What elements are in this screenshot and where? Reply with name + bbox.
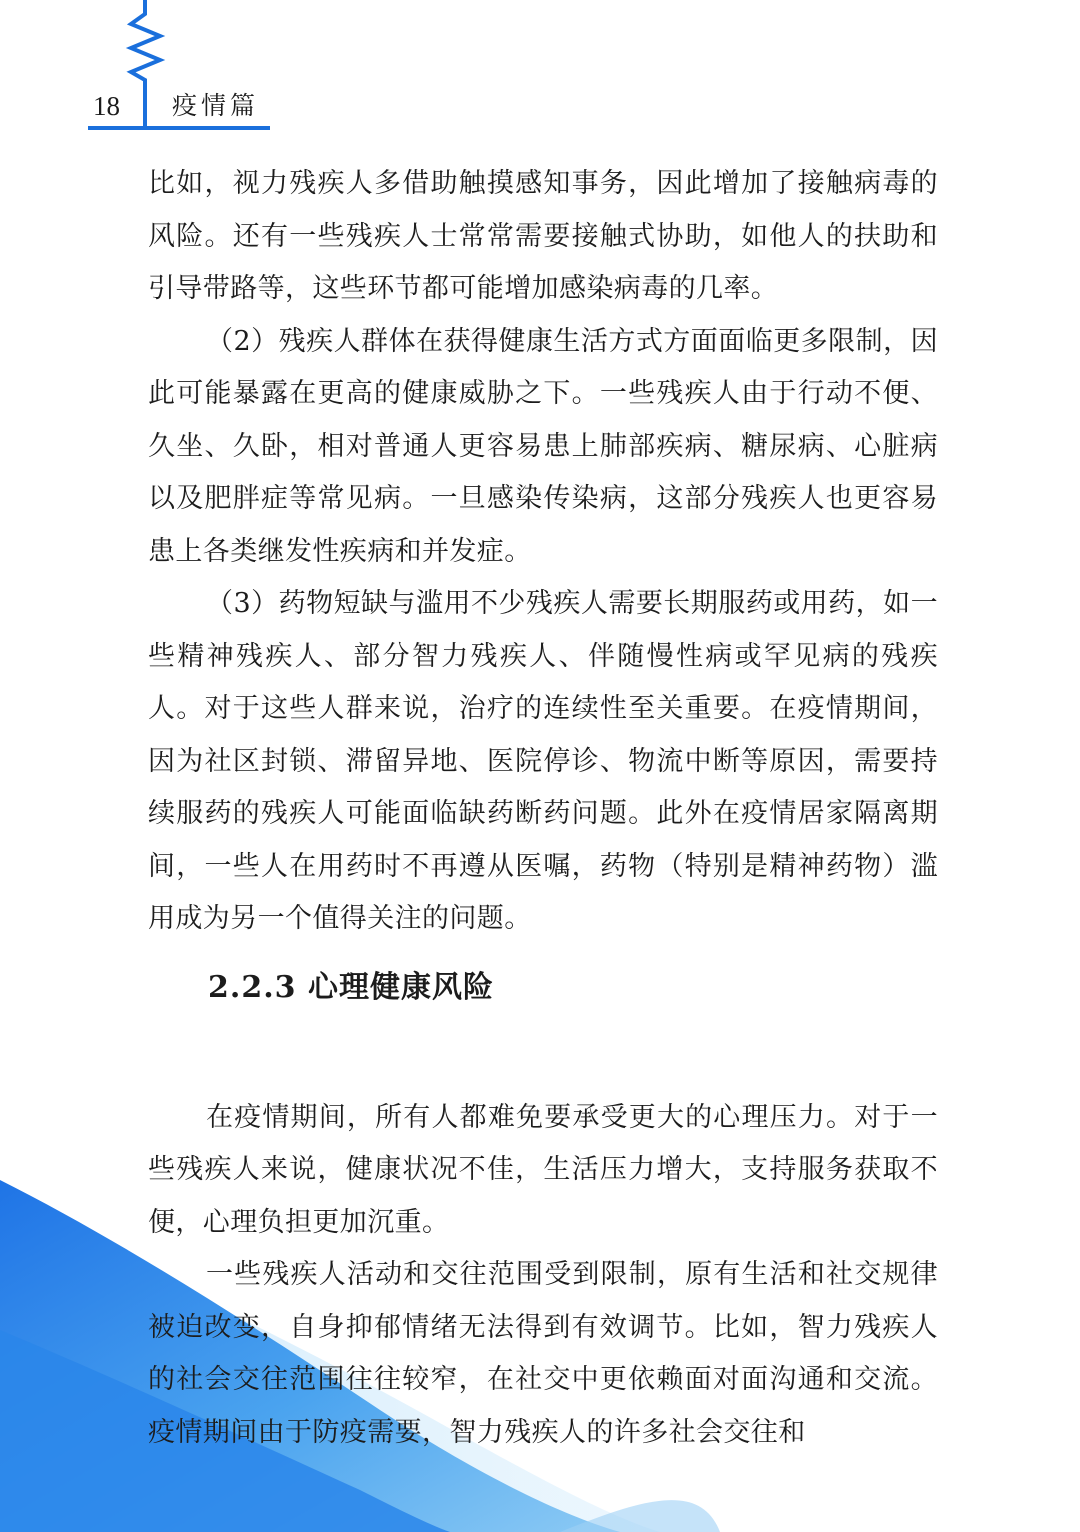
main-content	[148, 158, 938, 1459]
paragraph-5: 一些残疾人活动和交往范围受到限制，原有生活和社交规律被迫改变，自身抑郁情绪无法得到有效调节。比如，智力残疾人的社会交往范围往往较窄，在社交中更依赖面对面沟通和交流。疫情期间由于防疫需要，智力残疾人的许多社会交往和	[148, 1259, 938, 1448]
section-heading: 2.2.3 心理健康风险	[208, 969, 494, 1005]
paragraph-4: 在疫情期间，所有人都难免要承受更大的心理压力。对于一些残疾人来说，健康状况不佳，生活压力增大，支持服务获取不便，心理负担更加沉重。	[148, 1101, 938, 1238]
zigzag-line-icon	[131, 0, 160, 128]
section-name: 疫情篇	[172, 91, 260, 120]
paragraph-3: （3）药物短缺与滥用不少残疾人需要长期服药或用药，如一些精神残疾人、部分智力残疾人、伴随慢性病或罕见病的残疾人。对于这些人群来说，治疗的连续性至关重要。在疫情期间，因为社区封锁、滞留异地、医院停诊、物流中断等原因，需要持续服药的残疾人可能面临缺药断药问题。此外在疫情居家隔离期间，一些人在用药时不再遵从医嘱，药物（特别是精神药物）滥用成为另一个值得关注的问题。	[148, 588, 938, 934]
paragraph-2: （2）残疾人群体在获得健康生活方式方面面临更多限制，因此可能暴露在更高的健康威胁之下。一些残疾人由于行动不便、久坐、久卧，相对普通人更容易患上肺部疾病、糖尿病、心脏病以及肥胖症等常见病。一旦感染传染病，这部分残疾人也更容易患上各类继发性疾病和并发症。	[148, 325, 938, 567]
paragraph-1: 比如，视力残疾人多借助触摸感知事务，因此增加了接触病毒的风险。还有一些残疾人士常常需要接触式协助，如他人的扶助和引导带路等，这些环节都可能增加感染病毒的几率。	[148, 168, 938, 304]
page-number: 18	[93, 91, 120, 121]
